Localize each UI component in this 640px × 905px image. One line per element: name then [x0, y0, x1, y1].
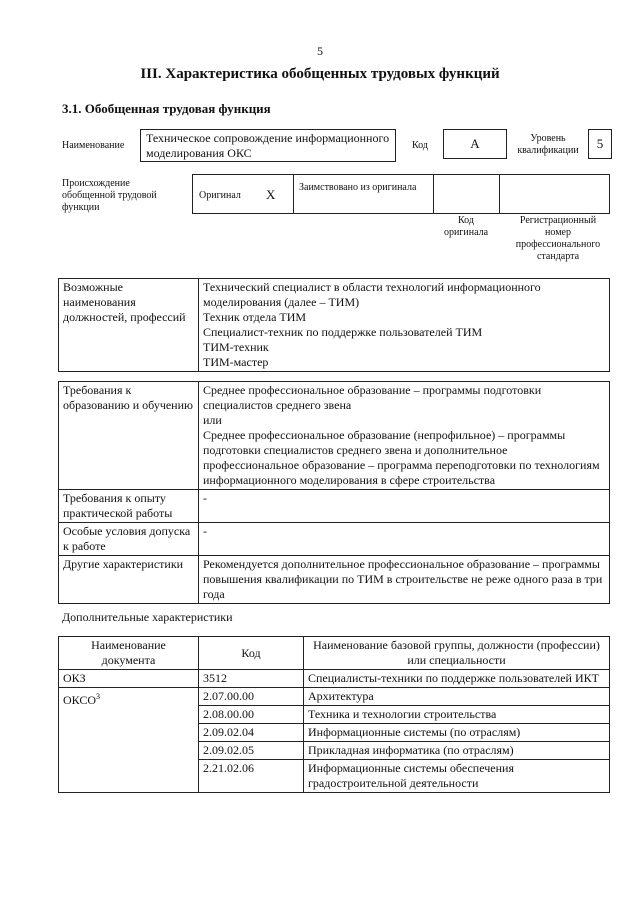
education-values [199, 382, 610, 490]
origin-box [192, 174, 610, 214]
position-line: ТИМ-мастер [203, 355, 269, 369]
okz-doc: ОКЗ [59, 670, 199, 688]
okso-doc-label: ОКСО [63, 693, 97, 707]
additional-table [58, 636, 610, 793]
divider [499, 175, 500, 213]
code-value: A [443, 129, 507, 159]
divider [293, 175, 294, 213]
positions-label: Возможные наименования должностей, профессий [59, 279, 199, 372]
borrowed-label: Заимствовано из оригинала [299, 182, 417, 193]
positions-values [199, 279, 610, 372]
requirements-table [58, 381, 610, 604]
code-original-caption: Код оригинала [443, 215, 489, 238]
okso-name: Информационные системы обеспечения градостроительной деятельности [304, 760, 610, 793]
education-line: Среднее профессиональное образование (непрофильное) – программы подготовки специалистов среднего звена и дополнительное профессиональное образование – программа переподготовки по технологиям информационного моделирования в сфере строительства [203, 428, 600, 487]
name-value-box [140, 129, 396, 162]
page-number: 5 [317, 44, 323, 58]
okso-code: 2.09.02.04 [199, 724, 304, 742]
name-value: Техническое сопровождение информационного моделирования ОКС [146, 131, 390, 160]
level-label: Уровень квалификации [517, 133, 579, 156]
other-value: Рекомендуется дополнительное профессиональное образование – программы повышения квалификации по ТИМ в строительстве не реже одного раза в три года [199, 556, 610, 604]
other-label: Другие характеристики [59, 556, 199, 604]
okso-name: Архитектура [304, 688, 610, 706]
okso-code: 2.21.02.06 [199, 760, 304, 793]
header-code: Код [199, 637, 304, 670]
divider [433, 175, 434, 213]
experience-value: - [199, 490, 610, 523]
origin-label: Происхождение обобщенной трудовой функции [62, 178, 157, 213]
okso-code: 2.07.00.00 [199, 688, 304, 706]
position-line: Специалист-техник по поддержке пользователей ТИМ [203, 325, 483, 339]
experience-label: Требования к опыту практической работы [59, 490, 199, 523]
position-line: Технический специалист в области технологий информационного моделирования (далее – ТИМ) [203, 280, 541, 309]
original-label: Оригинал [199, 190, 241, 201]
section-title: III. Характеристика обобщенных трудовых функций [140, 66, 500, 82]
okso-code: 2.09.02.05 [199, 742, 304, 760]
additional-title: Дополнительные характеристики [62, 610, 233, 624]
code-label: Код [412, 140, 428, 151]
reg-number-caption: Регистрационный номер профессионального стандарта [515, 215, 601, 262]
position-line: Техник отдела ТИМ [203, 310, 307, 324]
okso-name: Техника и технологии строительства [304, 706, 610, 724]
level-value: 5 [588, 129, 612, 159]
okz-code: 3512 [199, 670, 304, 688]
special-conditions-label: Особые условия допуска к работе [59, 523, 199, 556]
okso-name: Прикладная информатика (по отраслям) [304, 742, 610, 760]
okz-name: Специалисты-техники по поддержке пользователей ИКТ [304, 670, 610, 688]
okso-doc [59, 688, 199, 793]
okso-code: 2.08.00.00 [199, 706, 304, 724]
position-line: ТИМ-техник [203, 340, 269, 354]
okso-name: Информационные системы (по отраслям) [304, 724, 610, 742]
positions-table [58, 278, 610, 372]
name-label: Наименование [62, 140, 125, 151]
original-mark: X [266, 187, 276, 202]
special-conditions-value: - [199, 523, 610, 556]
education-label: Требования к образованию и обучению [59, 382, 199, 490]
education-line: Среднее профессиональное образование – программы подготовки специалистов среднего звена [203, 383, 542, 412]
okso-footnote: 3 [96, 692, 101, 701]
header-document: Наименование документа [59, 637, 199, 670]
header-name: Наименование базовой группы, должности (профессии) или специальности [304, 637, 610, 670]
education-line: или [203, 413, 222, 427]
subsection-title: 3.1. Обобщенная трудовая функция [62, 101, 271, 116]
